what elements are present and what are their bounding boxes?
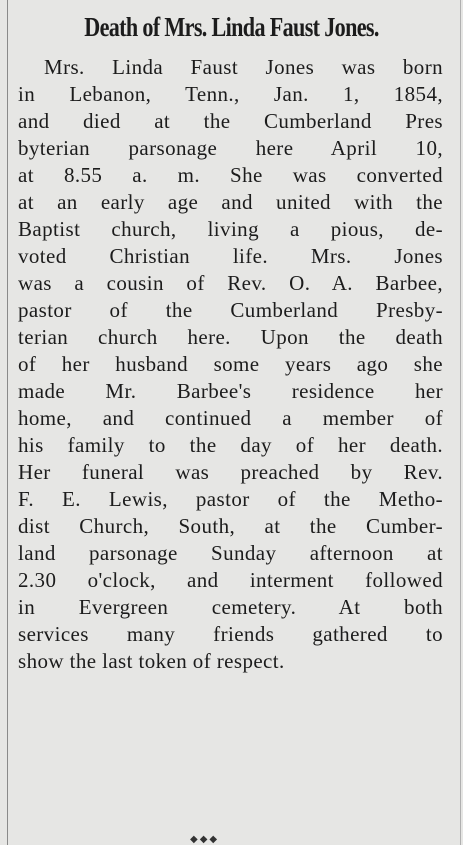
section-divider-ornament: ◆◆◆ (190, 834, 220, 845)
article-line: 2.30 o'clock, and interment followed (18, 568, 443, 592)
article-line: in Evergreen cemetery. At both (18, 595, 443, 619)
article-line: terian church here. Upon the death (18, 325, 443, 349)
article-line: services many friends gathered to (18, 622, 443, 646)
article-line: land parsonage Sunday afternoon at (18, 541, 443, 565)
article-line: home, and continued a member of (18, 406, 443, 430)
article-body (18, 54, 443, 675)
article-line: his family to the day of her death. (18, 433, 443, 457)
column-rule-right (460, 0, 461, 845)
article-line: Mrs. Linda Faust Jones was born (44, 55, 443, 79)
article-line: byterian parsonage here April 10, (18, 136, 443, 160)
article-line: voted Christian life. Mrs. Jones (18, 244, 443, 268)
article-line: Baptist church, living a pious, de- (18, 217, 443, 241)
column-rule-left (7, 0, 8, 845)
article-line: in Lebanon, Tenn., Jan. 1, 1854, (18, 82, 443, 106)
article-headline: Death of Mrs. Linda Faust Jones. (84, 12, 379, 42)
article-line: made Mr. Barbee's residence her (18, 379, 443, 403)
article-line: and died at the Cumberland Pres (18, 109, 443, 133)
article-line: at an early age and united with the (18, 190, 443, 214)
article-line: pastor of the Cumberland Presby- (18, 298, 443, 322)
article-line: of her husband some years ago she (18, 352, 443, 376)
article-line: F. E. Lewis, pastor of the Metho- (18, 487, 443, 511)
article-line: at 8.55 a. m. She was converted (18, 163, 443, 187)
article-line: Her funeral was preached by Rev. (18, 460, 443, 484)
article-line: show the last token of respect. (18, 649, 285, 673)
article-line: was a cousin of Rev. O. A. Barbee, (18, 271, 443, 295)
article-line: dist Church, South, at the Cumber- (18, 514, 443, 538)
